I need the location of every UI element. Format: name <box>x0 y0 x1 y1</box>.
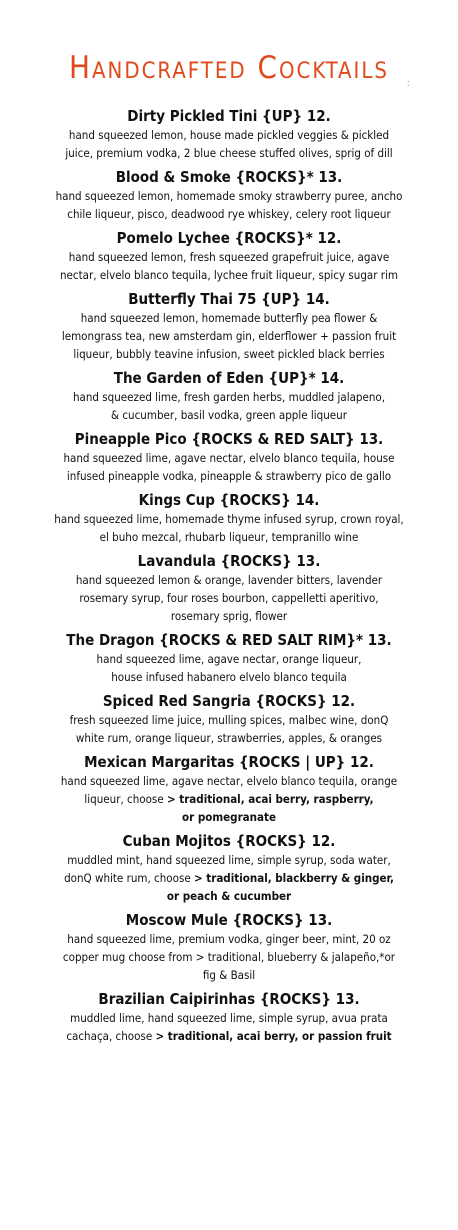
cocktail-options: > traditional, acai berry, raspberry, <box>166 792 374 806</box>
cocktail-description-line <box>0 808 458 826</box>
cocktail-description-line <box>0 851 458 869</box>
cocktail-description: hand squeezed lime, homemade thyme infused syrup, crown royal, <box>54 512 404 526</box>
cocktail-description-line <box>0 309 458 327</box>
menu-item <box>0 168 458 223</box>
cocktail-name: Lavandula {ROCKS} 13. <box>137 552 321 570</box>
cocktail-description: fresh squeezed lime juice, mulling spices, malbec wine, donQ <box>69 713 389 727</box>
cocktail-name: Pineapple Pico {ROCKS & RED SALT} 13. <box>74 430 384 448</box>
cocktail-description-line <box>0 1009 458 1027</box>
cocktail-name: Spiced Red Sangria {ROCKS} 12. <box>102 692 356 710</box>
menu-item <box>0 107 458 162</box>
cocktail-description-line <box>0 772 458 790</box>
cocktail-options: > traditional, acai berry, or passion fruit <box>155 1029 392 1043</box>
cocktail-options: or peach & cucumber <box>166 889 292 903</box>
cocktail-description-line <box>0 607 458 625</box>
cocktail-description: infused pineapple vodka, pineapple & strawberry pico de gallo <box>66 469 392 483</box>
menu-item <box>0 631 458 686</box>
cocktail-name: The Dragon {ROCKS & RED SALT RIM}* 13. <box>66 631 392 649</box>
cocktail-description-line <box>0 966 458 984</box>
cocktail-description-line <box>0 467 458 485</box>
menu-item <box>0 692 458 747</box>
cocktail-name: Moscow Mule {ROCKS} 13. <box>125 911 333 929</box>
cocktail-description: copper mug choose from > traditional, blueberry & jalapeño,*or <box>62 950 396 964</box>
cocktail-description-line <box>0 869 458 887</box>
cocktail-description: hand squeezed lime, fresh garden herbs, muddled jalapeno, <box>72 390 386 404</box>
cocktail-description-line <box>0 930 458 948</box>
cocktail-name: Dirty Pickled Tini {UP} 12. <box>127 107 331 125</box>
cocktail-description: cachaça, choose <box>66 1029 156 1043</box>
cocktail-description-line <box>0 650 458 668</box>
cocktail-description: chile liqueur, pisco, deadwood rye whiskey, celery root liqueur <box>67 207 391 221</box>
cocktail-description-line <box>0 1027 458 1045</box>
cocktail-description: hand squeezed lime, agave nectar, elvelo blanco tequila, orange <box>60 774 398 788</box>
cocktail-description: hand squeezed lime, premium vodka, ginger beer, mint, 20 oz <box>67 932 391 946</box>
cocktail-description-line <box>0 345 458 363</box>
cocktail-description-line <box>0 248 458 266</box>
cocktail-description-line <box>0 266 458 284</box>
cocktail-description: donQ white rum, choose <box>64 871 194 885</box>
cocktail-description: white rum, orange liqueur, strawberries, apples, & oranges <box>75 731 383 745</box>
menu-item <box>0 990 458 1045</box>
cocktail-description-line <box>0 126 458 144</box>
cocktail-name: Pomelo Lychee {ROCKS}* 12. <box>116 229 342 247</box>
cocktail-options: > traditional, blackberry & ginger, <box>194 871 394 885</box>
cocktail-description: hand squeezed lemon, homemade butterfly pea flower & <box>80 311 378 325</box>
cocktail-description-line <box>0 449 458 467</box>
menu-item <box>0 552 458 625</box>
menu-item <box>0 491 458 546</box>
cocktail-description: hand squeezed lime, agave nectar, orange liqueur, <box>96 652 362 666</box>
cocktail-name: Blood & Smoke {ROCKS}* 13. <box>115 168 343 186</box>
cocktail-description-line <box>0 571 458 589</box>
menu-item <box>0 911 458 984</box>
menu-item <box>0 290 458 363</box>
cocktail-name: Cuban Mojitos {ROCKS} 12. <box>122 832 336 850</box>
cocktail-description-line <box>0 948 458 966</box>
cocktail-description-line <box>0 790 458 808</box>
cocktail-description: hand squeezed lemon, house made pickled veggies & pickled <box>68 128 390 142</box>
cocktail-description: el buho mezcal, rhubarb liqueur, tempranillo wine <box>99 530 359 544</box>
cocktail-description-line <box>0 528 458 546</box>
cocktail-name: Kings Cup {ROCKS} 14. <box>138 491 320 509</box>
cocktail-description: house infused habanero elvelo blanco tequila <box>111 670 347 684</box>
cocktail-description: hand squeezed lemon & orange, lavender bitters, lavender <box>75 573 383 587</box>
cocktail-name: Mexican Margaritas {ROCKS | UP} 12. <box>84 753 374 771</box>
menu-item <box>0 369 458 424</box>
cocktail-description-line <box>0 711 458 729</box>
cocktail-description-line <box>0 187 458 205</box>
cocktail-description-line <box>0 887 458 905</box>
cocktail-description: rosemary syrup, four roses bourbon, cappelletti aperitivo, <box>79 591 379 605</box>
cocktail-description-line <box>0 510 458 528</box>
cocktail-description: muddled mint, hand squeezed lime, simple syrup, soda water, <box>67 853 391 867</box>
cocktail-description-line <box>0 589 458 607</box>
cocktail-name: The Garden of Eden {UP}* 14. <box>113 369 345 387</box>
cocktail-menu <box>0 107 458 1051</box>
cocktail-description-line <box>0 406 458 424</box>
cocktail-description: hand squeezed lime, agave nectar, elvelo blanco tequila, house <box>63 451 395 465</box>
stray-mark: : <box>407 78 410 88</box>
cocktail-description: liqueur, bubbly teavine infusion, sweet pickled black berries <box>73 347 385 361</box>
cocktail-description: muddled lime, hand squeezed lime, simple syrup, avua prata <box>70 1011 388 1025</box>
cocktail-description: rosemary sprig, flower <box>170 609 288 623</box>
menu-item <box>0 229 458 284</box>
cocktail-description: lemongrass tea, new amsterdam gin, elderflower + passion fruit <box>61 329 397 343</box>
cocktail-description: hand squeezed lemon, homemade smoky strawberry puree, ancho <box>55 189 403 203</box>
cocktail-description: juice, premium vodka, 2 blue cheese stuffed olives, sprig of dill <box>65 146 393 160</box>
cocktail-options: or pomegranate <box>182 810 276 824</box>
cocktail-description: fig & Basil <box>202 968 256 982</box>
cocktail-description-line <box>0 729 458 747</box>
cocktail-description-line <box>0 205 458 223</box>
cocktail-name: Butterfly Thai 75 {UP} 14. <box>128 290 330 308</box>
menu-item <box>0 430 458 485</box>
cocktail-description: nectar, elvelo blanco tequila, lychee fruit liqueur, spicy sugar rim <box>60 268 398 282</box>
cocktail-name: Brazilian Caipirinhas {ROCKS} 13. <box>98 990 360 1008</box>
page-title: Handcrafted Cocktails <box>69 50 389 86</box>
cocktail-description-line <box>0 144 458 162</box>
menu-item <box>0 832 458 905</box>
cocktail-description-line <box>0 327 458 345</box>
cocktail-description: hand squeezed lemon, fresh squeezed grapefruit juice, agave <box>68 250 390 264</box>
cocktail-description: liqueur, choose <box>84 792 167 806</box>
menu-item <box>0 753 458 826</box>
cocktail-description: & cucumber, basil vodka, green apple liqueur <box>111 408 347 422</box>
cocktail-description-line <box>0 668 458 686</box>
cocktail-description-line <box>0 388 458 406</box>
